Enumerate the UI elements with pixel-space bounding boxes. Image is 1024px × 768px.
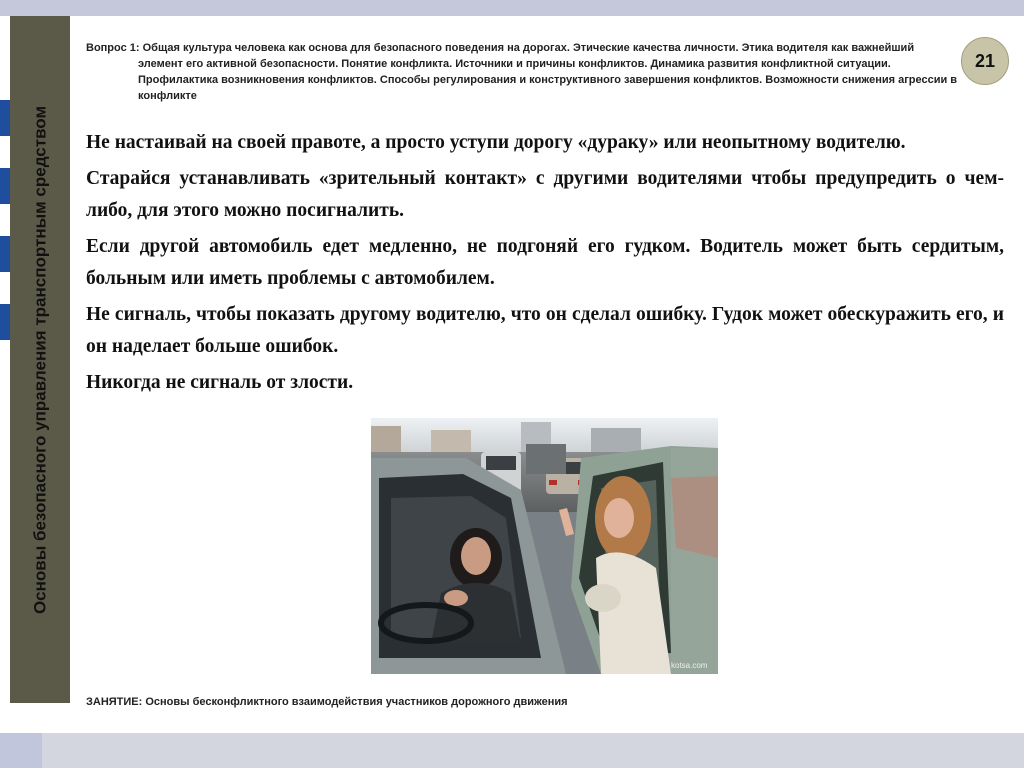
top-band xyxy=(0,0,1024,16)
bottom-band xyxy=(0,733,1024,768)
slide-number-badge: 21 xyxy=(961,37,1009,85)
footer-lesson: ЗАНЯТИЕ: Основы бесконфликтного взаимодействия участников дорожного движения xyxy=(86,696,568,708)
question-block xyxy=(86,40,966,104)
question-rest: элемент его активной безопасности. Понятие конфликта. Источники и причины конфликтов. Динамика развития конфликтной ситуации. Профилактика возникновения конфликтов. Способы регулирования и конструктивного завершения конфликтов. Возможности снижения агрессии в конфликте xyxy=(138,58,958,102)
question-first-line: Вопрос 1: Общая культура человека как основа для безопасного поведения на дорогах. Этические качества личности. Этика водителя как важнейший xyxy=(86,42,915,54)
main-text xyxy=(86,127,1004,403)
paragraph: Никогда не сигналь от злости. xyxy=(86,372,354,393)
blue-stripe xyxy=(0,304,10,340)
photo-watermark: kotsa.com xyxy=(671,661,708,670)
paragraph: Если другой автомобиль едет медленно, не подгоняй его гудком. Водитель может быть сердитым, больным или иметь проблемы с автомобилем. xyxy=(86,236,1004,289)
paragraph: Не сигналь, чтобы показать другому водителю, что он сделал ошибку. Гудок может обескуражить его, и он наделает больше ошибок. xyxy=(86,304,1004,357)
blue-stripe xyxy=(0,236,10,272)
photo-image xyxy=(371,418,718,674)
paragraph: Старайся устанавливать «зрительный контакт» с другими водителями чтобы предупредить о чем-либо, для этого можно посигналить. xyxy=(86,168,1004,221)
blue-stripe xyxy=(0,168,10,204)
bottom-left-block xyxy=(0,733,42,768)
paragraph: Не настаивай на своей правоте, а просто уступи дорогу «дураку» или неопытному водителю. xyxy=(86,132,906,153)
sidebar-title: Основы безопасного управления транспортным средством xyxy=(30,105,50,615)
photo-drivers-conflict xyxy=(371,418,718,674)
blue-stripe xyxy=(0,100,10,136)
